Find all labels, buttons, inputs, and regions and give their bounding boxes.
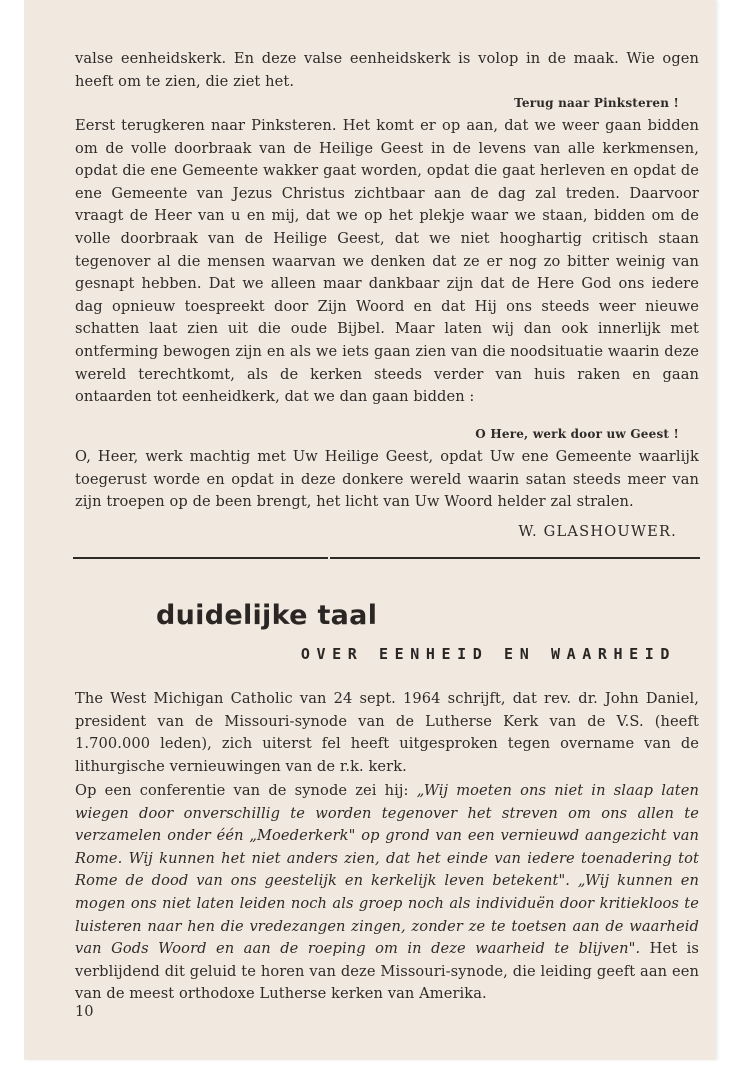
paragraph-lead-text: Op een conferentie van de synode zei hij: [75,782,417,799]
article-title: duidelijke taal [156,600,378,631]
article-paragraph-2 [75,780,699,1006]
section-heading-here-werk: O Here, werk door uw Geest ! [475,427,679,441]
prayer-paragraph: O, Heer, werk machtig met Uw Heilige Geest, opdat Uw ene Gemeente waarlijk toegerust worde en opdat in deze donkere wereld waarin satan steeds meer van zijn troepen op de been brengt, het licht van Uw Woord helder zal stralen. [75,448,699,511]
divider-rule-right [330,557,700,559]
intro-paragraph: valse eenheidskerk. En deze valse eenheidskerk is volop in de maak. Wie ogen heeft om te zien, die ziet het. [75,50,699,90]
body-paragraph-pinksteren: Eerst terugkeren naar Pinksteren. Het komt er op aan, dat we weer gaan bidden om de volle doorbraak van de Heilige Geest in de levens van alle kerkmensen, opdat die ene Gemeente wakker gaat worden, opdat die gaat herleven en opdat de ene Gemeente van Jezus Christus zichtbaar aan de dag zal treden. Daarvoor vraagt de Heer van u en mij, dat we op het plekje waar we staan, bidden om de volle doorbraak van de Heilige Geest, dat we niet hooghartig critisch staan tegenover al die mensen waarvan we denken dat ze er nog zo bitter weinig van gesnapt hebben. Dat we alleen maar dankbaar zijn dat de Here God ons iedere dag opnieuw toespreekt door Zijn Woord en dat Hij ons steeds weer nieuwe schatten laat zien uit die oude Bijbel. Maar laten wij dan ook innerlijk met ontferming bewogen zijn en als we iets gaan zien van die noodsituatie waarin deze wereld terechtkomt, als de kerken steeds verder van huis raken en gaan ontaarden tot eenheidkerk, dat we dan gaan bidden : [75,117,699,406]
author-signature: W. GLASHOUWER. [518,523,677,540]
quotation-text: „Wij moeten ons niet in slaap laten wiegen door onverschillig te worden tegenover het streven om ons allen te verzamelen onder één „Moederkerk" op grond van een vernieuwd aangezicht van Rome. Wij kunnen het niet anders zien, dat het einde van iedere toenadering tot Rome de dood van ons geestelijk en kerkelijk leven betekent". „Wij kunnen en mogen ons niet laten leiden noch als groep noch als individuën door kritiekloos te luisteren naar hen die vredezangen zingen, zonder ze te toetsen aan de waarheid van Gods Woord en aan de roeping om in deze waarheid te blijven". [75,782,700,958]
paragraph-tail-text: Het is verblijdend dit geluid te horen van deze Missouri-synode, die leiding geeft aan een van de meest orthodoxe Lutherse kerken van Amerika. [75,940,699,1003]
section-heading-terug-naar-pinksteren: Terug naar Pinksteren ! [514,96,679,110]
article-subtitle: OVER EENHEID EN WAARHEID [300,645,676,663]
document-page [24,0,716,1060]
article-paragraph-1: The West Michigan Catholic van 24 sept. 1964 schrijft, dat rev. dr. John Daniel, president van de Missouri-synode van de Lutherse Kerk van de V.S. (heeft 1.700.000 leden), zich uiterst fel heeft uitgesproken tegen overname van de lithurgische vernieuwingen van de r.k. kerk. [75,690,699,775]
page-number: 10 [75,1003,94,1020]
divider-rule-left [73,557,328,559]
